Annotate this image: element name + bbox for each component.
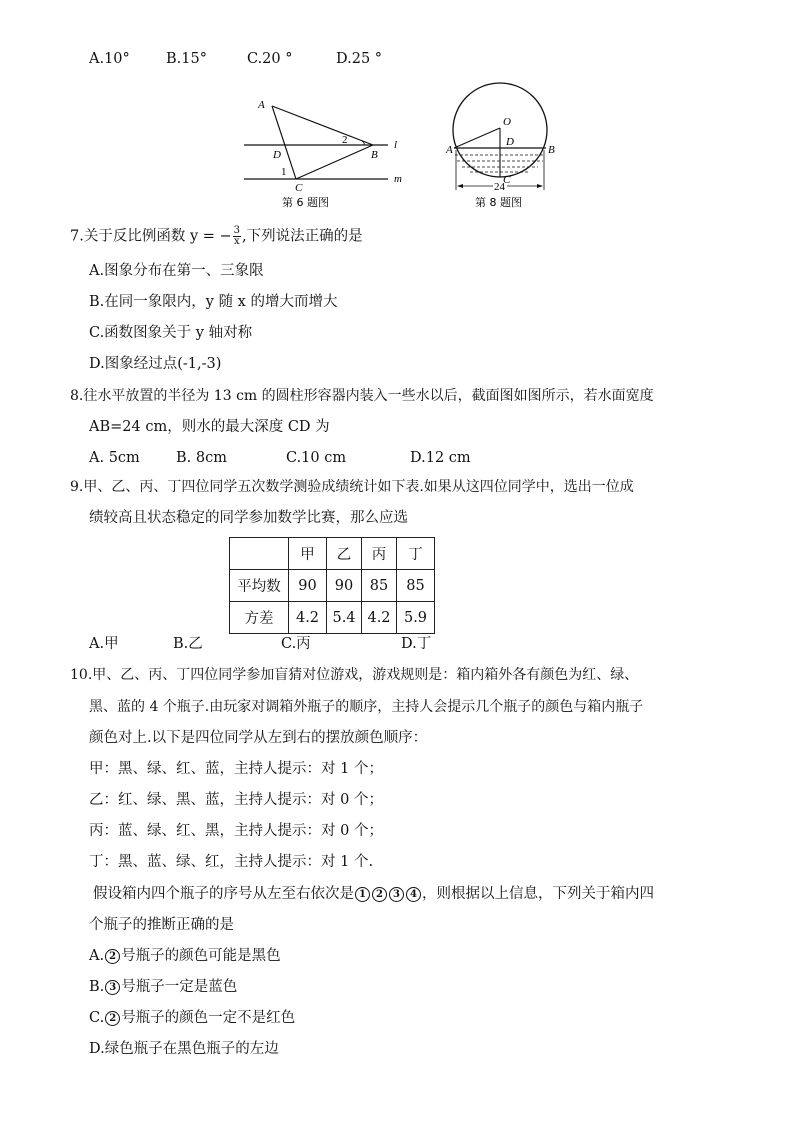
q8-option-a: A. 5cm	[89, 450, 140, 466]
q7-option-d: D.图象经过点(-1,-3)	[89, 356, 222, 372]
table-cell: 4.2	[289, 602, 327, 634]
circled-number: 2	[105, 949, 120, 964]
caption-fig8: 第 8 题图	[475, 196, 522, 209]
q7-frac-num: 3	[233, 225, 241, 236]
option-prefix: C.	[89, 1010, 105, 1026]
score-table	[229, 537, 435, 634]
q7-option-a: A.图象分布在第一、三象限	[89, 263, 264, 279]
circled-number: 1	[355, 887, 370, 902]
table-cell: 甲	[289, 538, 327, 570]
option-prefix: A.	[89, 948, 105, 964]
q10-clue-ding: 丁：黑、蓝、绿、红，主持人提示：对 1 个.	[89, 854, 374, 870]
q7-option-c: C.函数图象关于 y 轴对称	[89, 325, 253, 341]
q9-line1: 9.甲、乙、丙、丁四位同学五次数学测验成绩统计如下表.如果从这四位同学中，选出一位成	[70, 479, 634, 495]
label-1: 1	[281, 166, 287, 178]
table-cell: 85	[362, 570, 397, 602]
q8-option-c: C.10 cm	[286, 450, 347, 466]
q10-line-last: 个瓶子的推断正确的是	[89, 917, 234, 933]
dim-arrow-right	[537, 184, 543, 188]
q10-assume-after: ，则根据以上信息，下列关于箱内四	[422, 886, 654, 902]
table-cell	[230, 538, 289, 570]
circled-number: 2	[105, 1011, 120, 1026]
q10-clue-yi: 乙：红、绿、黑、蓝，主持人提示：对 0 个；	[89, 792, 383, 808]
label-l: l	[394, 139, 398, 151]
q10-line2: 黑、蓝的 4 个瓶子.由玩家对调箱外瓶子的顺序，主持人会提示几个瓶子的颜色与箱内瓶子	[89, 699, 644, 715]
q7-frac-den: x	[234, 236, 240, 247]
table-row	[230, 570, 435, 602]
q7-stem-after: ,下列说法正确的是	[242, 228, 363, 245]
q9-option-b: B.乙	[173, 636, 203, 652]
q9-line2: 绩较高且状态稳定的同学参加数学比赛，那么应选	[89, 510, 408, 526]
option-prefix: D.	[89, 1041, 105, 1057]
circled-number: 3	[389, 887, 404, 902]
table-cell: 乙	[327, 538, 362, 570]
table-cell: 5.4	[327, 602, 362, 634]
label-a: A	[446, 144, 453, 156]
q6-option-d: D.25 °	[336, 51, 383, 67]
label-d: D	[506, 136, 514, 148]
table-cell: 4.2	[362, 602, 397, 634]
table-cell: 85	[397, 570, 435, 602]
segment-ab	[272, 106, 373, 145]
label-o: O	[503, 116, 511, 128]
circled-number: 2	[372, 887, 387, 902]
option-text: 号瓶子的颜色可能是黑色	[121, 948, 281, 964]
q10-option-a	[89, 946, 281, 966]
q10-clue-jia: 甲：黑、绿、红、蓝，主持人提示：对 1 个；	[89, 761, 383, 777]
option-text: 号瓶子的颜色一定不是红色	[121, 1010, 296, 1026]
circled-number: 4	[406, 887, 421, 902]
q9-option-a: A.甲	[89, 636, 119, 652]
q7-stem-before: 7.关于反比例函数 y = −	[70, 228, 232, 245]
table-cell: 90	[289, 570, 327, 602]
q10-line3: 颜色对上.以下是四位同学从左到右的摆放颜色顺序：	[89, 730, 428, 746]
q9-option-d: D.丁	[401, 636, 432, 652]
q10-option-d	[89, 1039, 279, 1059]
q6-option-a: A.10°	[89, 51, 130, 67]
label-c: C	[295, 182, 303, 194]
label-b: B	[548, 144, 555, 156]
q7-option-b: B.在同一象限内，y 随 x 的增大而增大	[89, 294, 338, 310]
q6-option-c: C.20 °	[247, 51, 293, 67]
q7-fraction	[233, 226, 241, 247]
segment-bc	[296, 145, 373, 179]
table-cell: 90	[327, 570, 362, 602]
table-row	[230, 602, 435, 634]
q10-option-b	[89, 977, 237, 997]
label-c: C	[503, 174, 511, 186]
table-header-row	[230, 538, 435, 570]
q7-stem	[70, 226, 363, 247]
label-a: A	[258, 99, 265, 111]
label-d: D	[273, 149, 281, 161]
q8-line1: 8.往水平放置的半径为 13 cm 的圆柱形容器内装入一些水以后，截面图如图所示，若水面宽度	[70, 388, 654, 404]
label-2: 2	[342, 134, 348, 146]
q6-option-b: B.15°	[166, 51, 207, 67]
option-prefix: B.	[89, 979, 105, 995]
q9-option-c: C.丙	[281, 636, 311, 652]
label-24: 24	[494, 181, 505, 193]
q10-line1: 10.甲、乙、丙、丁四位同学参加盲猜对位游戏，游戏规则是：箱内箱外各有颜色为红、绿、	[70, 667, 639, 683]
q10-clue-bing: 丙：蓝、绿、红、黑，主持人提示：对 0 个；	[89, 823, 383, 839]
label-m: m	[394, 173, 402, 185]
option-text: 号瓶子一定是蓝色	[121, 979, 238, 995]
q10-assume-before: 假设箱内四个瓶子的序号从左至右依次是	[93, 886, 354, 902]
q10-option-c	[89, 1008, 295, 1028]
radius-oa	[454, 128, 500, 148]
table-cell: 方差	[230, 602, 289, 634]
dim-arrow-left	[457, 184, 463, 188]
table-cell: 平均数	[230, 570, 289, 602]
caption-fig6: 第 6 题图	[282, 196, 329, 209]
table-cell: 5.9	[397, 602, 435, 634]
q8-line2: AB=24 cm，则水的最大深度 CD 为	[89, 419, 330, 435]
q8-option-d: D.12 cm	[410, 450, 471, 466]
table-cell: 丁	[397, 538, 435, 570]
option-text: 绿色瓶子在黑色瓶子的左边	[104, 1041, 279, 1057]
table-cell: 丙	[362, 538, 397, 570]
figure-8	[445, 66, 557, 216]
label-b: B	[371, 149, 378, 161]
q10-assumption	[93, 884, 654, 904]
circled-number: 3	[105, 980, 120, 995]
q8-option-b: B. 8cm	[176, 450, 227, 466]
figure-6	[240, 92, 415, 214]
